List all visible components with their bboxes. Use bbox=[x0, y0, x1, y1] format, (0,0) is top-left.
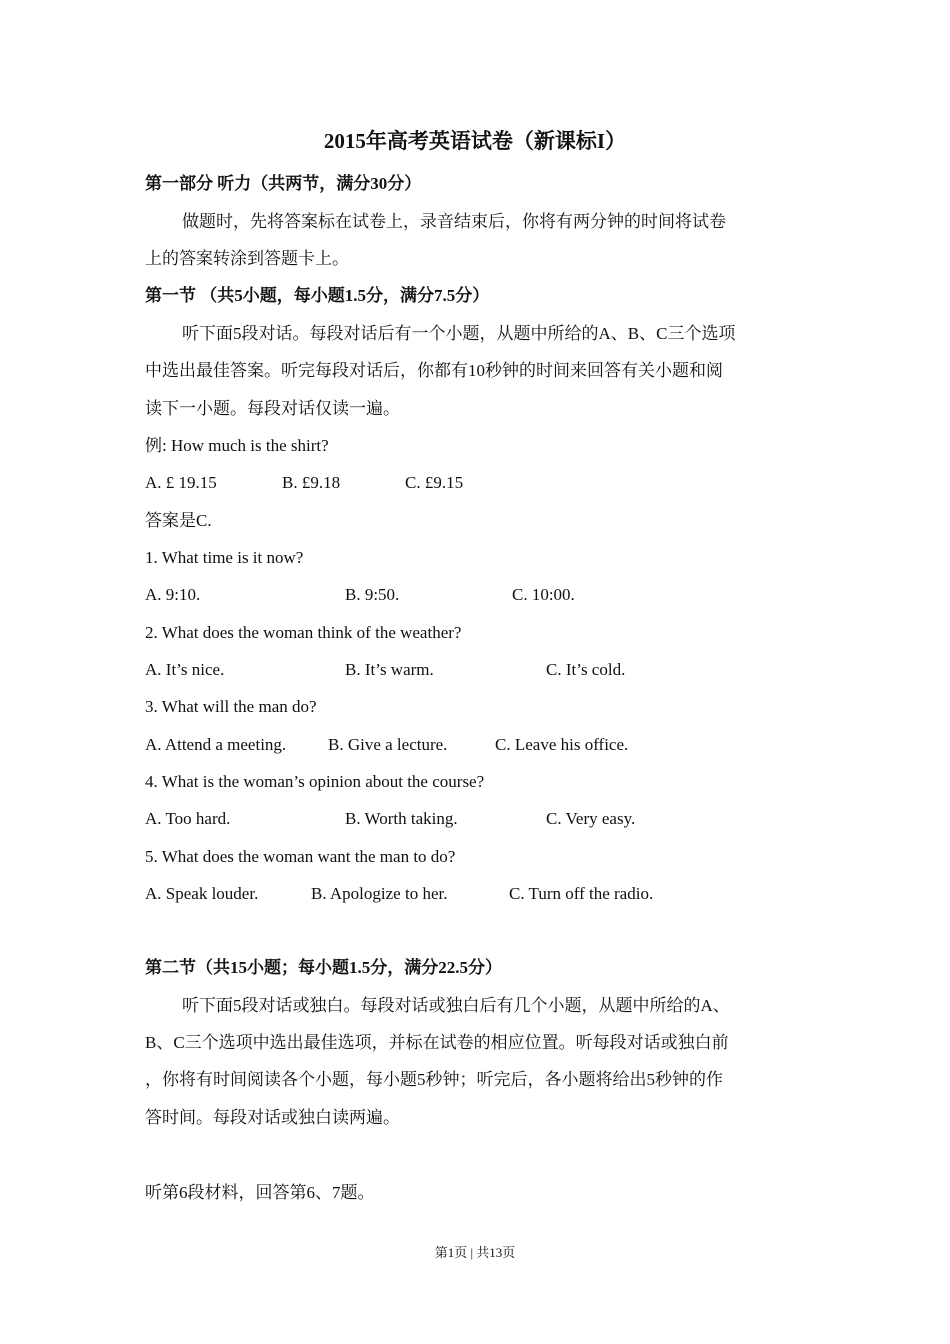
question-4-option-b: B. Worth taking. bbox=[345, 809, 458, 828]
example-option-a: A. £ 19.15 bbox=[145, 473, 217, 492]
question-5: 5. What does the woman want the man to do? bbox=[145, 847, 456, 866]
question-3-option-b: B. Give a lecture. bbox=[328, 735, 448, 754]
section2-heading: 第二节（共15小题；每小题1.5分，满分22.5分） bbox=[145, 958, 502, 977]
question-3-option-a: A. Attend a meeting. bbox=[145, 735, 287, 754]
section1-instruction-line-1: 听下面5段对话。每段对话后有一个小题，从题中所给的A、B、C三个选项 bbox=[182, 324, 736, 343]
part1-intro-line-1: 做题时，先将答案标在试卷上，录音结束后，你将有两分钟的时间将试卷 bbox=[182, 212, 726, 231]
section2-instruction-line-3: ，你将有时间阅读各个小题，每小题5秒钟；听完后，各小题将给出5秒钟的作 bbox=[145, 1070, 723, 1089]
section2-instruction-line-4: 答时间。每段对话或独白读两遍。 bbox=[145, 1108, 400, 1127]
question-2-option-b: B. It’s warm. bbox=[345, 660, 434, 679]
question-5-option-c: C. Turn off the radio. bbox=[509, 884, 654, 903]
question-4-option-a: A. Too hard. bbox=[145, 809, 231, 828]
section2-instruction-line-1: 听下面5段对话或独白。每段对话或独白后有几个小题，从题中所给的A、 bbox=[182, 996, 730, 1015]
question-3: 3. What will the man do? bbox=[145, 697, 317, 716]
question-4-option-c: C. Very easy. bbox=[546, 809, 636, 828]
material-instruction: 听第6段材料，回答第6、7题。 bbox=[145, 1183, 375, 1202]
question-1: 1. What time is it now? bbox=[145, 548, 304, 567]
example-question: 例: How much is the shirt? bbox=[145, 436, 329, 455]
question-1-option-b: B. 9:50. bbox=[345, 585, 400, 604]
part1-heading: 第一部分 听力（共两节，满分30分） bbox=[145, 174, 422, 193]
example-answer: 答案是C. bbox=[145, 511, 212, 530]
part1-intro-line-2: 上的答案转涂到答题卡上。 bbox=[145, 249, 349, 268]
question-2-option-c: C. It’s cold. bbox=[546, 660, 626, 679]
question-5-option-b: B. Apologize to her. bbox=[311, 884, 448, 903]
question-4: 4. What is the woman’s opinion about the course? bbox=[145, 772, 485, 791]
section1-instruction-line-2: 中选出最佳答案。听完每段对话后，你都有10秒钟的时间来回答有关小题和阅 bbox=[145, 361, 723, 380]
section1-heading: 第一节 （共5小题，每小题1.5分，满分7.5分） bbox=[145, 286, 490, 305]
question-1-option-c: C. 10:00. bbox=[512, 585, 575, 604]
section2-instruction-line-2: B、C三个选项中选出最佳选项，并标在试卷的相应位置。听每段对话或独白前 bbox=[145, 1033, 729, 1052]
question-2-option-a: A. It’s nice. bbox=[145, 660, 225, 679]
page-footer: 第1页 | 共13页 bbox=[434, 1245, 516, 1260]
question-2: 2. What does the woman think of the weather? bbox=[145, 623, 462, 642]
question-5-option-a: A. Speak louder. bbox=[145, 884, 259, 903]
question-3-option-c: C. Leave his office. bbox=[495, 735, 629, 754]
example-option-b: B. £9.18 bbox=[282, 473, 341, 492]
section1-instruction-line-3: 读下一小题。每段对话仅读一遍。 bbox=[145, 399, 400, 418]
example-option-c: C. £9.15 bbox=[405, 473, 464, 492]
page-title: 2015年高考英语试卷（新课标I） bbox=[323, 129, 627, 153]
question-1-option-a: A. 9:10. bbox=[145, 585, 201, 604]
